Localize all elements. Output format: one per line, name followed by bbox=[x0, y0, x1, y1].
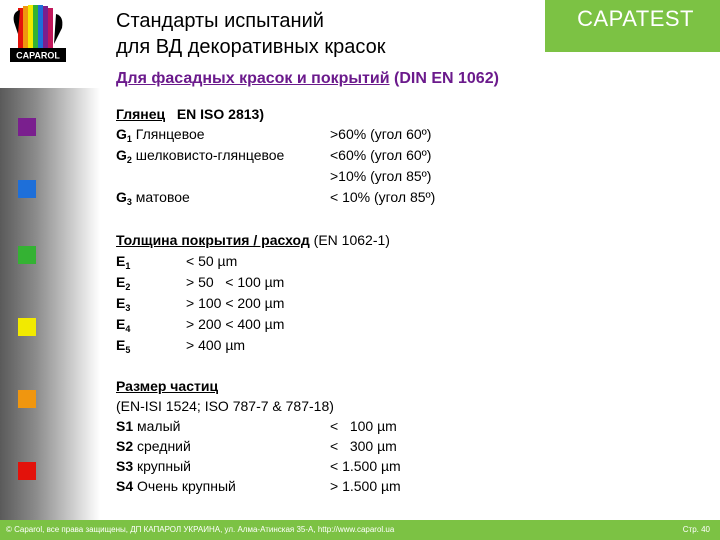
thickness-standard: (EN 1062-1) bbox=[309, 232, 390, 248]
particle-row: S2 средний bbox=[116, 438, 191, 454]
thickness-code: $E_4$ bbox=[116, 316, 131, 334]
gloss-value: >10% (угол 85º) bbox=[330, 168, 432, 184]
thickness-code: $E_5$ bbox=[116, 337, 131, 355]
particle-row: S1 малый bbox=[116, 418, 181, 434]
title-line-2: для ВД декоративных красок bbox=[116, 36, 386, 58]
page-title bbox=[116, 8, 385, 60]
svg-text:CAPAROL: CAPAROL bbox=[16, 50, 60, 61]
blue-square bbox=[18, 180, 36, 198]
footer-copyright: © Caparol, все права защищены, ДП КАПАРОЛ УКРАИНА, ул. Алма-Атинская 35-А, http://www.caparol.ua bbox=[6, 525, 395, 534]
thickness-heading: Толщина покрытия / расход bbox=[116, 232, 310, 248]
thickness-code: $E_2$ bbox=[116, 274, 131, 292]
subtitle-main: Для фасадных красок и покрытий bbox=[116, 70, 390, 87]
thickness-value: > 400 µm bbox=[186, 337, 246, 353]
brand-banner bbox=[545, 0, 720, 52]
title-line-1: Стандарты испытаний bbox=[116, 10, 324, 32]
particle-value: > 1.500 µm bbox=[330, 478, 401, 494]
gloss-heading: Глянец bbox=[116, 106, 166, 122]
brand-label: CAPATEST bbox=[577, 6, 694, 31]
gloss-value: < 10% (угол 85º) bbox=[330, 189, 436, 205]
yellow-square bbox=[18, 318, 36, 336]
particle-value: < 1.500 µm bbox=[330, 458, 401, 474]
subtitle bbox=[116, 70, 499, 88]
side-gradient-strip bbox=[0, 88, 100, 520]
gloss-row: $G_3$ матовое bbox=[116, 189, 190, 207]
gloss-value: <60% (угол 60º) bbox=[330, 147, 432, 163]
gloss-row: $G_2$ шелковисто-глянцевое bbox=[116, 147, 285, 165]
gloss-row: $G_1$ Глянцевое bbox=[116, 126, 205, 144]
thickness-code: $E_1$ bbox=[116, 253, 131, 271]
caparol-logo bbox=[6, 4, 70, 66]
thickness-value: > 100 < 200 µm bbox=[186, 295, 285, 311]
particle-value: < 300 µm bbox=[330, 438, 397, 454]
gloss-value: >60% (угол 60º) bbox=[330, 126, 432, 142]
thickness-value: < 50 µm bbox=[186, 253, 238, 269]
subtitle-standard: (DIN EN 1062) bbox=[389, 70, 499, 87]
particle-value: < 100 µm bbox=[330, 418, 397, 434]
page-number: Стр. 40 bbox=[682, 525, 710, 534]
green-square bbox=[18, 246, 36, 264]
gloss-standard: EN ISO 2813) bbox=[176, 106, 264, 122]
particles-heading: Размер частиц bbox=[116, 378, 219, 394]
thickness-value: > 50 < 100 µm bbox=[186, 274, 285, 290]
particle-row: S3 крупный bbox=[116, 458, 191, 474]
thickness-heading-row bbox=[116, 232, 390, 248]
thickness-value: > 200 < 400 µm bbox=[186, 316, 285, 332]
particle-row: S4 Очень крупный bbox=[116, 478, 236, 494]
particles-standard: (EN-ISI 1524; ISO 787-7 & 787-18) bbox=[116, 398, 334, 414]
red-square bbox=[18, 462, 36, 480]
purple-square bbox=[18, 118, 36, 136]
thickness-code: $E_3$ bbox=[116, 295, 131, 313]
gloss-heading-row bbox=[116, 106, 264, 122]
footer-bar bbox=[0, 520, 720, 540]
orange-square bbox=[18, 390, 36, 408]
